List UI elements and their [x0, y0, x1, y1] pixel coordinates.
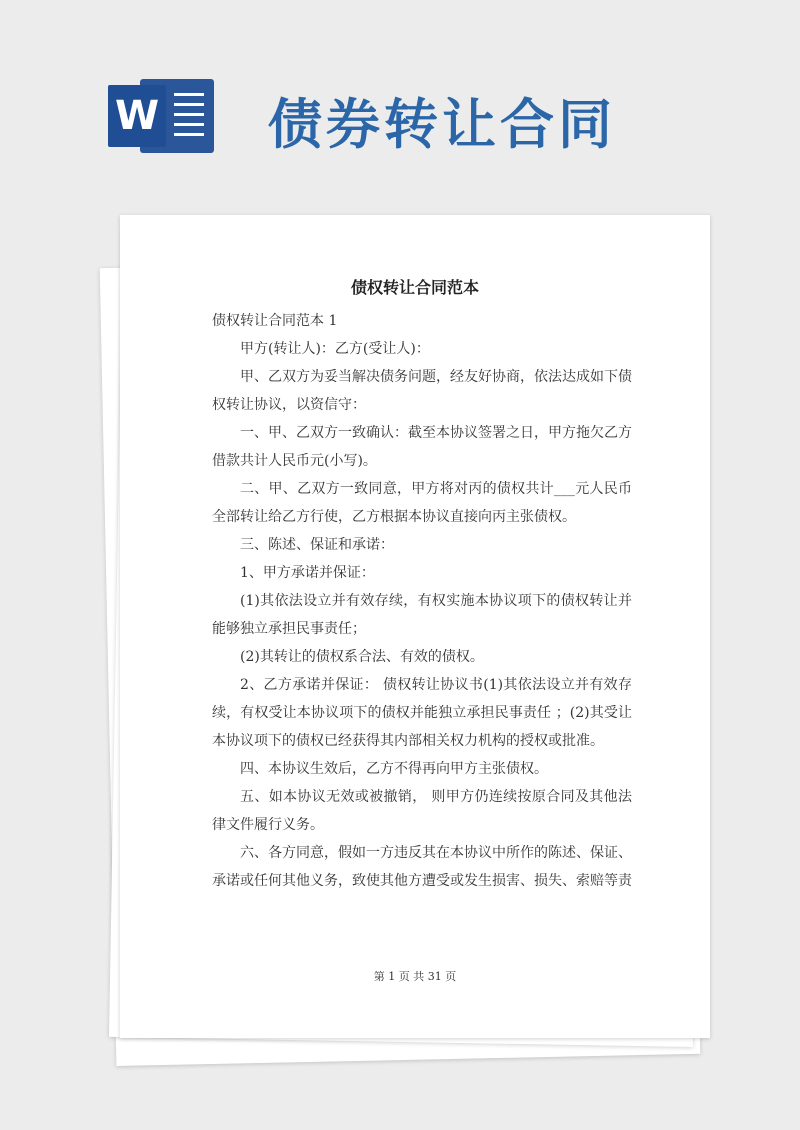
document-title: 债权转让合同范本: [350, 278, 479, 297]
paragraph: (2)其转让的债权系合法、有效的债权。: [240, 649, 484, 665]
banner-title: 债券转让合同: [268, 93, 616, 156]
word-icon-letter: W: [108, 85, 166, 147]
paragraph: 甲、乙双方为妥当解决债务问题，经友好协商，依法达成如下债权转让协议，以资信守：: [212, 369, 632, 413]
banner: [0, 0, 800, 200]
paragraph: 六、各方同意，假如一方违反其在本协议中所作的陈述、保证、承诺或任何其他义务，致使其他方遭受或发生损害、损失、索赔等责: [212, 845, 632, 889]
paragraph: 五、如本协议无效或被撤销， 则甲方仍连续按原合同及其他法律文件履行义务。: [212, 789, 632, 833]
paragraph: 二、甲、乙双方一致同意，甲方将对丙的债权共计___元人民币全部转让给乙方行使，乙方根据本协议直接向丙主张债权。: [212, 481, 632, 525]
paragraph: (1)其依法设立并有效存续，有权实施本协议项下的债权转让并能够独立承担民事责任；: [212, 593, 632, 637]
paragraph: 三、陈述、保证和承诺：: [240, 537, 394, 553]
paragraph: 债权转让合同范本 1: [212, 313, 338, 329]
page-footer: 第 1 页 共 31 页: [373, 970, 457, 983]
paragraph: 甲方(转让人)：乙方(受让人)：: [240, 341, 430, 357]
word-icon: [108, 79, 214, 153]
paragraph: 一、甲、乙双方一致确认：截至本协议签署之日，甲方拖欠乙方借款共计人民币元(小写)。: [212, 425, 632, 469]
document-content: [120, 215, 710, 1038]
document-body: [212, 307, 632, 895]
paragraph: 四、本协议生效后，乙方不得再向甲方主张债权。: [240, 761, 548, 777]
paragraph: 2、乙方承诺并保证： 债权转让协议书(1)其依法设立并有效存续，有权受让本协议项下的债权并能独立承担民事责任 ；(2)其受让本协议项下的债权已经获得其内部相关权力机构的授权或批准。: [212, 677, 632, 749]
paragraph: 1、甲方承诺并保证：: [240, 565, 375, 581]
